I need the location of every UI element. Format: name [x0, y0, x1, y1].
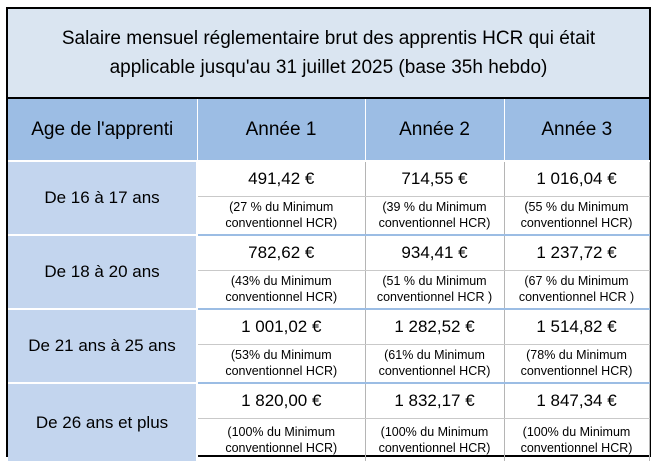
- amount-cell: 1 001,02 €: [197, 309, 365, 344]
- note-cell: [365, 418, 504, 461]
- amount-cell: 1 514,82 €: [504, 309, 649, 344]
- table-row: [8, 161, 649, 196]
- note-line: (55 % du Minimum: [524, 200, 629, 215]
- amount-cell: 1 282,52 €: [365, 309, 504, 344]
- note-line: conventionnel HCR): [225, 290, 338, 305]
- note-cell: [504, 270, 649, 309]
- note-line: conventionnel HCR): [520, 364, 633, 379]
- amount-cell: 934,41 €: [365, 235, 504, 270]
- note-cell: [504, 196, 649, 235]
- header-year-2: Année 2: [365, 99, 504, 161]
- note-line: conventionnel HCR ): [518, 290, 635, 305]
- note-line: conventionnel HCR): [225, 364, 338, 379]
- note-cell: [365, 196, 504, 235]
- note-line: (100% du Minimum: [380, 424, 489, 439]
- age-cell: De 16 à 17 ans: [8, 161, 197, 235]
- title-line-2: applicable jusqu'au 31 juillet 2025 (base 35h hebdo): [109, 57, 548, 78]
- note-line: (67 % du Minimum: [524, 274, 629, 289]
- amount-cell: 782,62 €: [197, 235, 365, 270]
- table-title: [8, 9, 649, 99]
- note-line: (43% du Minimum: [230, 274, 332, 289]
- note-line: conventionnel HCR): [378, 440, 491, 455]
- amount-cell: 491,42 €: [197, 161, 365, 196]
- table-row: [8, 235, 649, 270]
- amount-cell: 1 820,00 €: [197, 383, 365, 418]
- note-line: conventionnel HCR): [225, 216, 338, 231]
- note-line: (27 % du Minimum: [229, 200, 334, 215]
- age-cell: De 18 à 20 ans: [8, 235, 197, 309]
- amount-cell: 1 237,72 €: [504, 235, 649, 270]
- salary-table: [8, 99, 650, 461]
- note-cell: [197, 270, 365, 309]
- table-row: [8, 383, 649, 418]
- note-line: (100% du Minimum: [522, 424, 631, 439]
- age-cell: De 26 ans et plus: [8, 383, 197, 461]
- note-line: conventionnel HCR): [520, 440, 633, 455]
- amount-cell: 714,55 €: [365, 161, 504, 196]
- note-line: conventionnel HCR): [378, 216, 491, 231]
- age-cell: De 21 ans à 25 ans: [8, 309, 197, 383]
- note-line: (51 % du Minimum: [382, 274, 487, 289]
- header-age: Age de l'apprenti: [8, 99, 197, 161]
- note-line: conventionnel HCR): [520, 216, 633, 231]
- note-cell: [365, 270, 504, 309]
- header-row: [8, 99, 649, 161]
- note-cell: [504, 418, 649, 461]
- note-cell: [197, 344, 365, 383]
- amount-cell: 1 016,04 €: [504, 161, 649, 196]
- header-year-1: Année 1: [197, 99, 365, 161]
- note-cell: [197, 418, 365, 461]
- amount-cell: 1 847,34 €: [504, 383, 649, 418]
- title-line-1: Salaire mensuel réglementaire brut des apprentis HCR qui était: [61, 28, 596, 49]
- note-line: (61% du Minimum: [384, 348, 485, 363]
- note-cell: [197, 196, 365, 235]
- amount-cell: 1 832,17 €: [365, 383, 504, 418]
- note-cell: [365, 344, 504, 383]
- note-line: (100% du Minimum: [227, 424, 336, 439]
- note-line: (78% du Minimum: [526, 348, 627, 363]
- table-row: [8, 309, 649, 344]
- salary-table-frame: [6, 7, 651, 457]
- header-year-3: Année 3: [504, 99, 649, 161]
- note-cell: [504, 344, 649, 383]
- note-line: conventionnel HCR): [378, 364, 491, 379]
- note-line: (39 % du Minimum: [382, 200, 487, 215]
- note-line: (53% du Minimum: [230, 348, 332, 363]
- note-line: conventionnel HCR ): [376, 290, 493, 305]
- note-line: conventionnel HCR): [225, 440, 338, 455]
